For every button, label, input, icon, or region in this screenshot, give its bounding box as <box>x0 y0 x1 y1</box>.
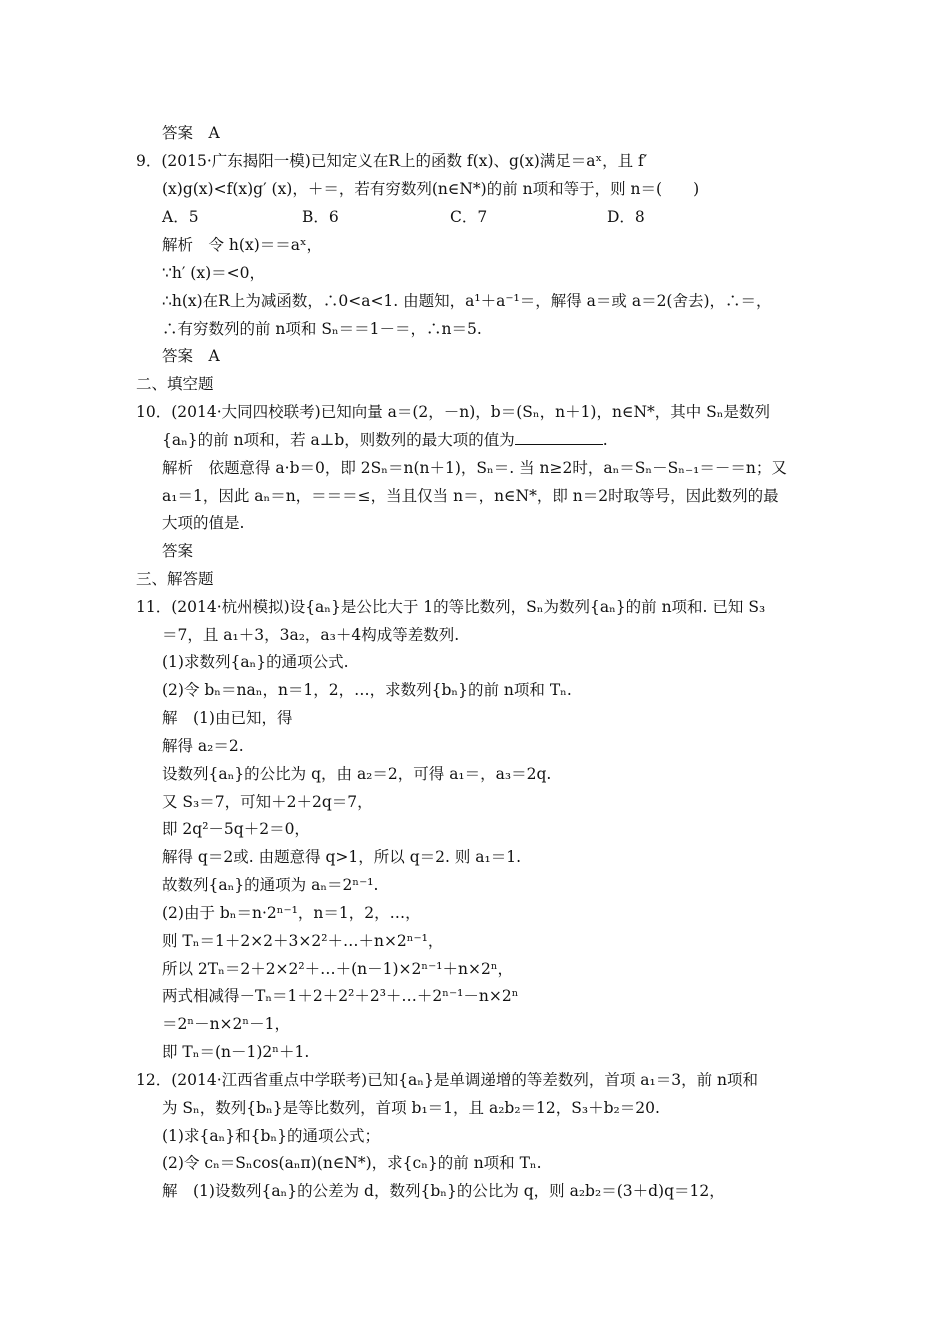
question-10-text: {aₙ}的前 n项和，若 a⊥b，则数列的最大项的值为 <box>162 431 515 449</box>
solution-line: ∵h′ (x)＝<0， <box>162 264 265 282</box>
question-12-part-1: (1)求{aₙ}和{bₙ}的通项公式； <box>162 1127 380 1145</box>
question-10-line-1: 10．(2014·大同四校联考)已知向量 a＝(2，－n)，b＝(Sₙ，n＋1)，n∈N*，其中 Sₙ是数列 <box>136 403 771 421</box>
question-12-line-1: 12．(2014·江西省重点中学联考)已知{aₙ}是单调递增的等差数列，首项 a₁＝3，前 n项和 <box>136 1071 759 1089</box>
answer-line: 答案 A <box>162 347 220 365</box>
option-d: D．8 <box>607 208 645 226</box>
solution-line: 则 Tₙ＝1＋2×2＋3×2²＋…＋n×2ⁿ⁻¹， <box>162 932 444 950</box>
solution-line: 两式相减得－Tₙ＝1＋2＋2²＋2³＋…＋2ⁿ⁻¹－n×2ⁿ <box>162 987 519 1005</box>
solution-line: 大项的值是. <box>162 514 245 532</box>
solution-line: 所以 2Tₙ＝2＋2×2²＋…＋(n－1)×2ⁿ⁻¹＋n×2ⁿ， <box>162 960 514 978</box>
solution-line: 设数列{aₙ}的公比为 q，由 a₂＝2，可得 a₁＝，a₃＝2q. <box>162 765 552 783</box>
solution-line: 即 2q²－5q＋2＝0， <box>162 820 310 838</box>
question-10-end: . <box>602 431 608 449</box>
solution-line: ＝2ⁿ－n×2ⁿ－1， <box>162 1015 290 1033</box>
answer-blank <box>515 430 603 445</box>
solution-line: ∴有穷数列的前 n项和 Sₙ＝＝1－＝，∴n＝5. <box>162 320 482 338</box>
answer-line: 答案 A <box>162 124 220 142</box>
solution-line: 故数列{aₙ}的通项为 aₙ＝2ⁿ⁻¹. <box>162 876 379 894</box>
answer-line: 答案 <box>162 542 194 560</box>
question-9-line-1: 9．(2015·广东揭阳一模)已知定义在R上的函数 f(x)、g(x)满足＝aˣ，且 f′ <box>136 152 648 170</box>
question-11-part-2: (2)令 bₙ＝naₙ，n＝1，2，…，求数列{bₙ}的前 n项和 Tₙ. <box>162 681 572 699</box>
section-heading: 三、解答题 <box>136 570 214 588</box>
solution-line: 解得 q＝2或. 由题意得 q>1，所以 q＝2. 则 a₁＝1. <box>162 848 521 866</box>
question-9-line-2: (x)g(x)<f(x)g′ (x)，＋＝，若有穷数列(n∈N*)的前 n项和等于，则 n＝( ) <box>162 180 700 198</box>
solution-line: ∴h(x)在R上为减函数，∴0<a<1. 由题知，a¹＋a⁻¹＝，解得 a＝或 a＝2(舍去)，∴＝， <box>162 292 772 310</box>
solution-line: 又 S₃＝7，可知＋2＋2q＝7， <box>162 793 373 811</box>
question-12-line-2: 为 Sₙ，数列{bₙ}是等比数列，首项 b₁＝1，且 a₂b₂＝12，S₃＋b₂＝20. <box>162 1099 660 1117</box>
solution-line: 解得 a₂＝2. <box>162 737 244 755</box>
option-c: C．7 <box>450 208 488 226</box>
solution-line: a₁＝1，因此 aₙ＝n，＝＝＝≤，当且仅当 n＝，n∈N*，即 n＝2时取等号，因此数列的最 <box>162 487 779 505</box>
option-b: B．6 <box>302 208 339 226</box>
option-a: A．5 <box>162 208 199 226</box>
question-12-part-2: (2)令 cₙ＝Sₙcos(aₙπ)(n∈N*)，求{cₙ}的前 n项和 Tₙ. <box>162 1154 542 1172</box>
question-10-line-2 <box>162 430 608 450</box>
solution-line: 解 (1)设数列{aₙ}的公差为 d，数列{bₙ}的公比为 q，则 a₂b₂＝(3＋d)q＝12， <box>162 1182 725 1200</box>
solution-line: 解析 令 h(x)＝＝aˣ， <box>162 236 323 254</box>
solution-line: 即 Tₙ＝(n－1)2ⁿ＋1. <box>162 1043 310 1061</box>
question-11-part-1: (1)求数列{aₙ}的通项公式. <box>162 653 349 671</box>
question-11-line-2: ＝7，且 a₁＋3，3a₂，a₃＋4构成等差数列. <box>162 626 460 644</box>
solution-line: 解 (1)由已知，得 <box>162 709 293 727</box>
solution-line: 解析 依题意得 a·b＝0，即 2Sₙ＝n(n＋1)，Sₙ＝. 当 n≥2时，aₙ＝Sₙ－Sₙ₋₁＝－＝n；又 <box>162 459 787 477</box>
solution-line: (2)由于 bₙ＝n·2ⁿ⁻¹，n＝1，2，…， <box>162 904 421 922</box>
section-heading: 二、填空题 <box>136 375 214 393</box>
question-11-line-1: 11．(2014·杭州模拟)设{aₙ}是公比大于 1的等比数列，Sₙ为数列{aₙ}的前 n项和. 已知 S₃ <box>136 598 766 616</box>
